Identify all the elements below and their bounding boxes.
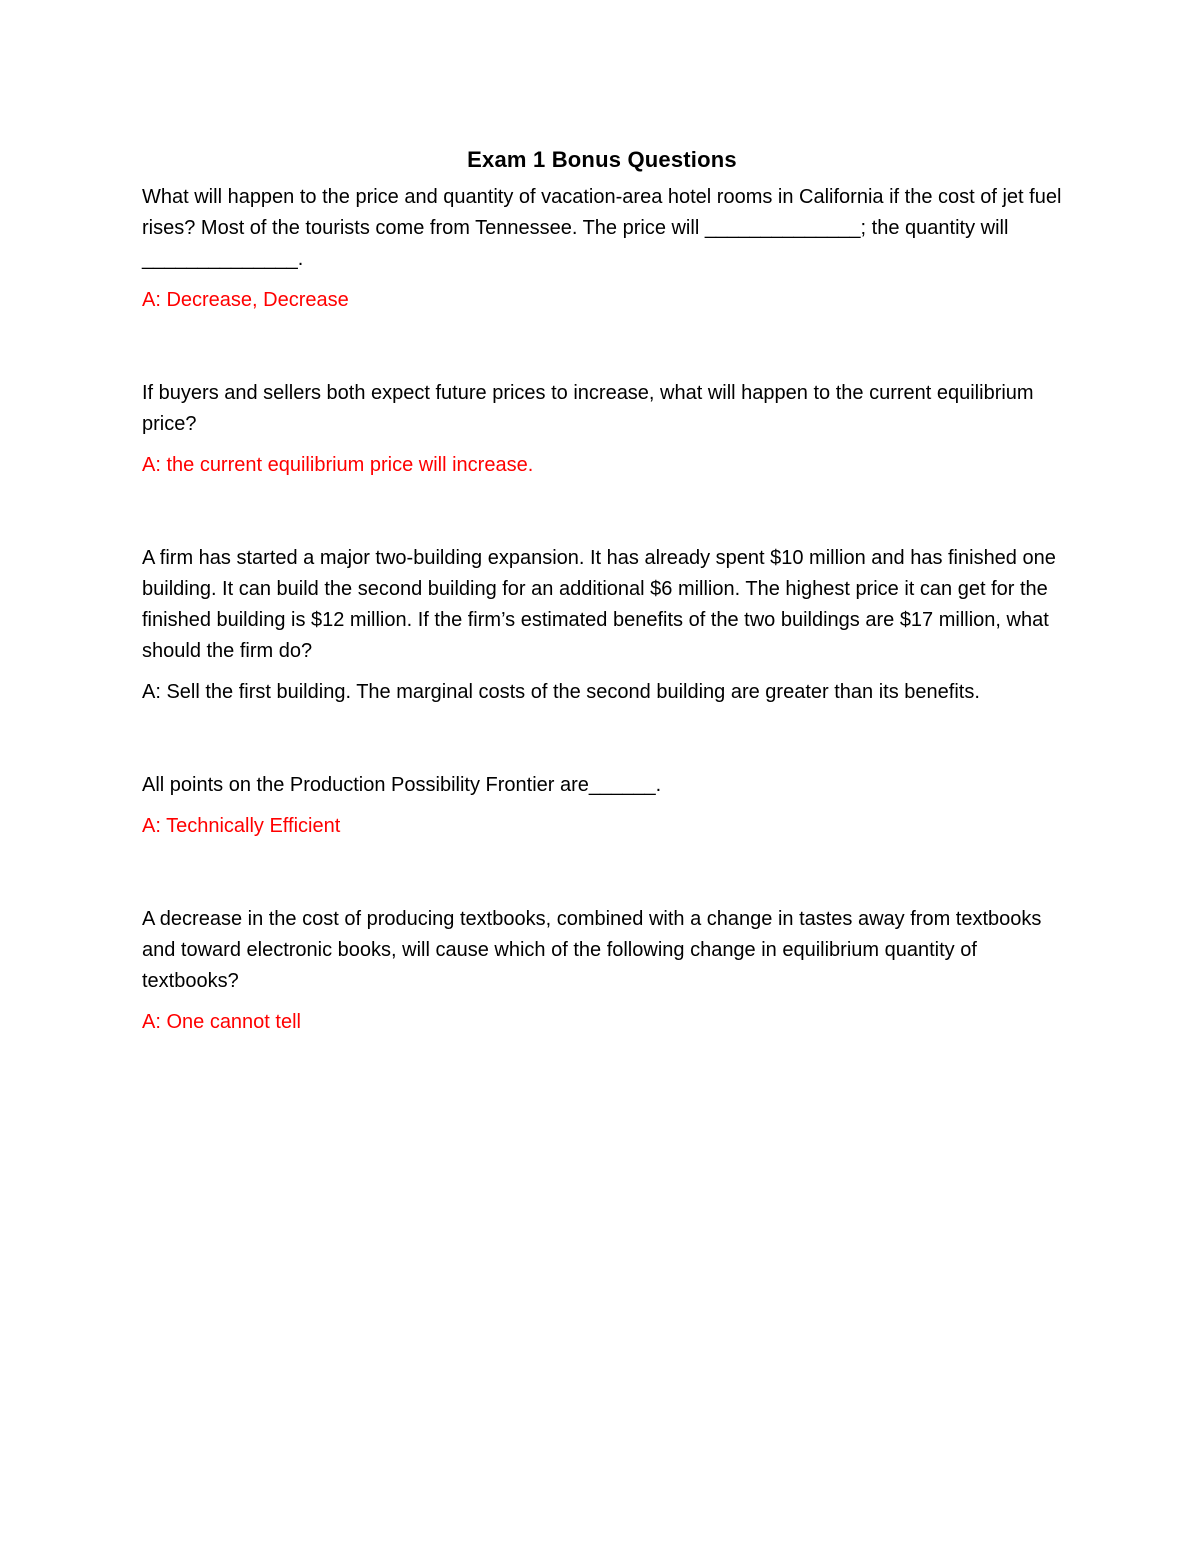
question-block-1	[142, 182, 1062, 316]
question-text: A decrease in the cost of producing textbooks, combined with a change in tastes away from textbooks and toward electronic books, will cause which of the following change in equilibrium quantity of textbooks?	[142, 908, 1042, 992]
question-text: If buyers and sellers both expect future prices to increase, what will happen to the current equilibrium price?	[142, 382, 1034, 435]
answer-text: A: Sell the first building. The marginal costs of the second building are greater than its benefits.	[142, 681, 980, 703]
question-block-2	[142, 378, 1062, 481]
page-title: Exam 1 Bonus Questions	[467, 147, 737, 172]
question-text: All points on the Production Possibility Frontier are______.	[142, 774, 662, 796]
answer-text: A: Technically Efficient	[142, 815, 341, 837]
question-block-5	[142, 904, 1062, 1038]
question-block-4	[142, 770, 1062, 842]
document-content	[142, 140, 1062, 1038]
question-text: What will happen to the price and quantity of vacation-area hotel rooms in California if the cost of jet fuel rises? Most of the tourists come from Tennessee. The price will ______________; the quantity will ______________.	[142, 186, 1062, 270]
spacer	[142, 708, 1062, 770]
answer-text: A: the current equilibrium price will increase.	[142, 454, 534, 476]
spacer	[142, 316, 1062, 378]
spacer	[142, 481, 1062, 543]
answer-text: A: Decrease, Decrease	[142, 289, 349, 311]
answer-text: A: One cannot tell	[142, 1011, 301, 1033]
question-block-3	[142, 543, 1062, 708]
question-text: A firm has started a major two-building expansion. It has already spent $10 million and has finished one building. It can build the second building for an additional $6 million. The highest price it can get for the finished building is $12 million. If the firm’s estimated benefits of the two buildings are $17 million, what should the firm do?	[142, 547, 1056, 662]
spacer	[142, 842, 1062, 904]
